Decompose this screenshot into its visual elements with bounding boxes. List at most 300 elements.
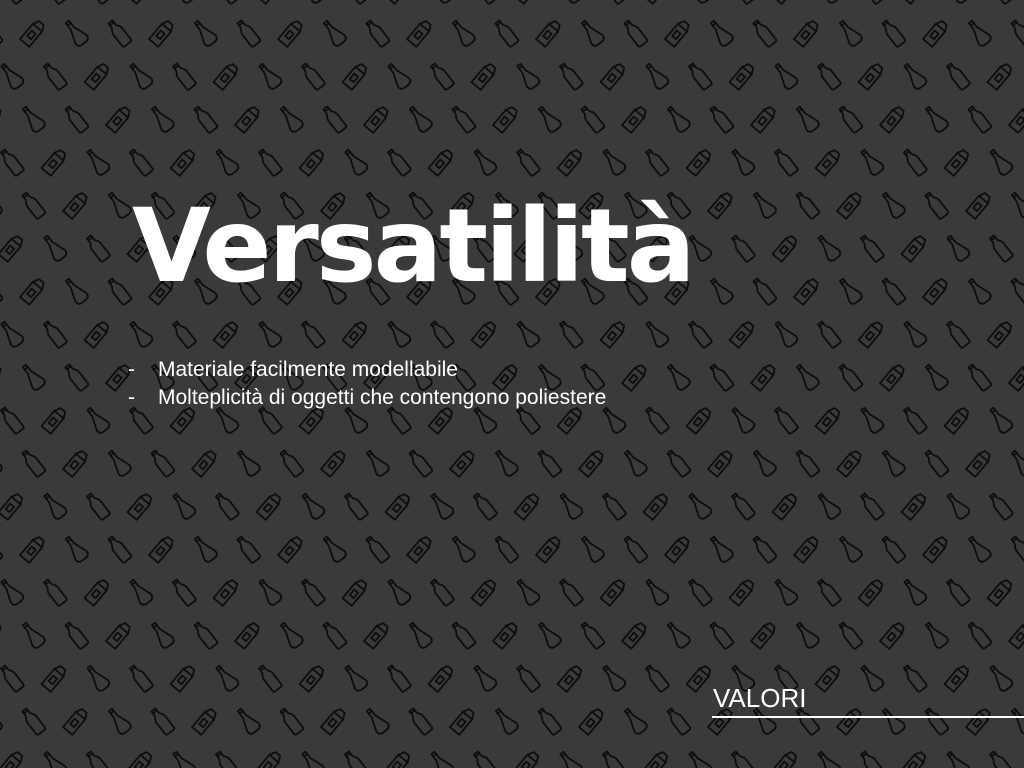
flask-icon (363, 448, 391, 478)
carton-icon (579, 707, 605, 735)
flask-icon (1008, 190, 1024, 220)
carton-icon (988, 578, 1014, 606)
flask-icon (814, 233, 842, 263)
bottle-icon (493, 19, 519, 48)
flask-icon (986, 405, 1014, 435)
bottle-icon (837, 363, 863, 392)
flask-icon (685, 749, 713, 768)
flask-icon (900, 61, 928, 91)
carton-icon (558, 664, 584, 692)
carton-icon (386, 750, 412, 768)
carton-icon (1009, 363, 1024, 391)
flask-icon (40, 233, 68, 263)
bottle-icon (816, 578, 842, 607)
flask-icon (62, 534, 90, 564)
bottle-icon (880, 19, 906, 48)
carton-icon (923, 19, 949, 47)
carton-icon (63, 707, 89, 735)
bottle-icon (429, 320, 455, 349)
bottle-icon (235, 535, 261, 564)
carton-icon (687, 148, 713, 176)
bottle-icon (966, 621, 992, 650)
bottle-icon (515, 148, 541, 177)
bottle-icon (644, 148, 670, 177)
bullet-item (128, 356, 606, 384)
flask-icon (814, 491, 842, 521)
bottle-icon (343, 492, 369, 521)
bottle-icon (128, 664, 154, 693)
bottle-icon (945, 62, 971, 91)
bottle-icon (966, 363, 992, 392)
flask-icon (771, 61, 799, 91)
bottle-icon (450, 105, 476, 134)
carton-icon (407, 19, 433, 47)
flask-icon (234, 706, 262, 736)
carton-icon (63, 449, 89, 477)
flask-icon (556, 749, 584, 768)
flask-icon (341, 663, 369, 693)
flask-icon (599, 663, 627, 693)
bottle-icon (644, 664, 670, 693)
carton-icon (902, 234, 928, 262)
bottle-icon (687, 320, 713, 349)
carton-icon (708, 449, 734, 477)
flask-icon (793, 362, 821, 392)
bottle-icon (429, 578, 455, 607)
flask-icon (0, 577, 25, 607)
flask-icon (255, 319, 283, 349)
flask-icon (750, 448, 778, 478)
carton-icon (1009, 105, 1024, 133)
carton-icon (493, 105, 519, 133)
bottle-icon (665, 449, 691, 478)
bottle-icon (708, 363, 734, 392)
carton-icon (902, 492, 928, 520)
bottle-icon (235, 19, 261, 48)
carton-icon (321, 449, 347, 477)
carton-icon (20, 277, 46, 305)
section-underline (712, 716, 1024, 718)
bottle-icon (966, 105, 992, 134)
carton-icon (837, 449, 863, 477)
flask-icon (40, 491, 68, 521)
carton-icon (0, 363, 3, 391)
carton-icon (429, 664, 455, 692)
carton-icon (751, 105, 777, 133)
flask-icon (126, 61, 154, 91)
bottle-icon (214, 0, 240, 4)
bottle-icon (665, 707, 691, 736)
flask-icon (148, 620, 176, 650)
flask-icon (965, 18, 993, 48)
carton-icon (128, 0, 154, 4)
flask-icon (556, 491, 584, 521)
bottle-icon (708, 621, 734, 650)
bottle-icon (20, 191, 46, 220)
flask-icon (922, 620, 950, 650)
carton-icon (859, 578, 885, 606)
flask-icon (384, 319, 412, 349)
carton-icon (343, 320, 369, 348)
carton-icon (192, 707, 218, 735)
flask-icon (685, 0, 713, 5)
carton-icon (622, 363, 648, 391)
carton-icon (730, 320, 756, 348)
carton-icon (665, 535, 691, 563)
carton-icon (0, 234, 24, 262)
flask-icon (750, 190, 778, 220)
carton-icon (622, 105, 648, 133)
bottle-icon (794, 449, 820, 478)
bottle-icon (257, 664, 283, 693)
bottle-icon (945, 578, 971, 607)
carton-icon (386, 0, 412, 4)
bottle-icon (472, 492, 498, 521)
bottle-icon (364, 19, 390, 48)
carton-icon (42, 406, 68, 434)
carton-icon (128, 750, 154, 768)
flask-icon (148, 104, 176, 134)
bottle-icon (1009, 277, 1024, 306)
carton-icon (20, 535, 46, 563)
carton-icon (450, 707, 476, 735)
flask-icon (578, 18, 606, 48)
bottle-icon (0, 19, 3, 48)
carton-icon (0, 621, 3, 649)
carton-icon (235, 621, 261, 649)
bottle-icon (0, 277, 3, 306)
flask-icon (642, 577, 670, 607)
bottle-icon (106, 535, 132, 564)
bottle-icon (902, 148, 928, 177)
carton-icon (794, 535, 820, 563)
bottle-icon (63, 105, 89, 134)
carton-icon (278, 535, 304, 563)
bullet-item (128, 384, 606, 412)
carton-icon (85, 320, 111, 348)
flask-icon (277, 620, 305, 650)
carton-icon (773, 492, 799, 520)
bottle-icon (622, 535, 648, 564)
carton-icon (257, 750, 283, 768)
carton-icon (708, 191, 734, 219)
bottle-icon (880, 277, 906, 306)
bottle-icon (343, 0, 369, 4)
flask-icon (320, 18, 348, 48)
flask-icon (535, 620, 563, 650)
flask-icon (19, 104, 47, 134)
bottle-icon (988, 492, 1014, 521)
bottle-icon (536, 449, 562, 478)
bottle-icon (579, 621, 605, 650)
bottle-icon (321, 105, 347, 134)
bottle-icon (214, 492, 240, 521)
bottle-icon (945, 320, 971, 349)
flask-icon (492, 448, 520, 478)
flask-icon (879, 190, 907, 220)
flask-icon (83, 147, 111, 177)
carton-icon (343, 578, 369, 606)
carton-icon (42, 664, 68, 692)
carton-icon (536, 535, 562, 563)
bottle-icon (730, 0, 756, 4)
bottle-icon (0, 0, 24, 4)
bottle-icon (988, 234, 1014, 263)
carton-icon (687, 406, 713, 434)
flask-icon (857, 663, 885, 693)
flask-icon (298, 749, 326, 768)
carton-icon (106, 621, 132, 649)
bottle-icon (622, 19, 648, 48)
flask-icon (922, 362, 950, 392)
flask-icon (621, 706, 649, 736)
flask-icon (126, 319, 154, 349)
bottle-icon (63, 621, 89, 650)
flask-icon (707, 18, 735, 48)
carton-icon (364, 621, 390, 649)
flask-icon (384, 577, 412, 607)
flask-icon (707, 534, 735, 564)
carton-icon (0, 105, 3, 133)
carton-icon (300, 664, 326, 692)
carton-icon (730, 62, 756, 90)
bottle-icon (171, 320, 197, 349)
bottle-icon (106, 277, 132, 306)
carton-icon (472, 578, 498, 606)
carton-icon (601, 578, 627, 606)
flask-icon (879, 448, 907, 478)
carton-icon (988, 62, 1014, 90)
flask-icon (578, 534, 606, 564)
bottle-icon (0, 148, 24, 177)
bottle-icon (85, 750, 111, 768)
bottle-icon (300, 578, 326, 607)
flask-icon (900, 319, 928, 349)
carton-icon (515, 0, 541, 4)
carton-icon (257, 0, 283, 4)
carton-icon (106, 105, 132, 133)
flask-icon (621, 448, 649, 478)
flask-icon (0, 448, 4, 478)
bottle-icon (0, 664, 24, 693)
carton-icon (665, 19, 691, 47)
bottle-icon (558, 320, 584, 349)
carton-icon (85, 578, 111, 606)
flask-icon (793, 620, 821, 650)
bottle-icon (321, 621, 347, 650)
flask-icon (707, 276, 735, 306)
carton-icon (257, 492, 283, 520)
carton-icon (923, 535, 949, 563)
bottle-icon (472, 750, 498, 768)
flask-icon (234, 448, 262, 478)
carton-icon (214, 320, 240, 348)
bottle-icon (751, 535, 777, 564)
flask-icon (728, 147, 756, 177)
bottle-icon (730, 234, 756, 263)
carton-icon (429, 148, 455, 176)
flask-icon (685, 491, 713, 521)
carton-icon (751, 363, 777, 391)
flask-icon (105, 448, 133, 478)
bullet-dash: - (128, 358, 135, 381)
flask-icon (814, 749, 842, 768)
carton-icon (837, 191, 863, 219)
flask-icon (298, 491, 326, 521)
flask-icon (83, 663, 111, 693)
flask-icon (449, 534, 477, 564)
bottle-icon (192, 105, 218, 134)
carton-icon (536, 19, 562, 47)
carton-icon (837, 707, 863, 735)
bottle-icon (730, 492, 756, 521)
flask-icon (642, 319, 670, 349)
carton-icon (966, 449, 992, 477)
carton-icon (85, 62, 111, 90)
bottle-icon (687, 62, 713, 91)
flask-icon (470, 147, 498, 177)
carton-icon (321, 707, 347, 735)
flask-icon (836, 276, 864, 306)
bottle-icon (171, 62, 197, 91)
flask-icon (642, 61, 670, 91)
flask-icon (19, 620, 47, 650)
carton-icon (730, 578, 756, 606)
carton-icon (515, 492, 541, 520)
flask-icon (406, 620, 434, 650)
carton-icon (816, 664, 842, 692)
bottle-icon (0, 406, 24, 435)
flask-icon (40, 749, 68, 768)
carton-icon (300, 148, 326, 176)
carton-icon (966, 191, 992, 219)
bullet-dash: - (128, 386, 135, 409)
flask-icon (986, 663, 1014, 693)
carton-icon (644, 492, 670, 520)
bottle-icon (171, 578, 197, 607)
carton-icon (880, 105, 906, 133)
carton-icon (644, 750, 670, 768)
bottle-icon (644, 406, 670, 435)
bottle-icon (859, 0, 885, 4)
bottle-icon (859, 750, 885, 768)
carton-icon (472, 62, 498, 90)
carton-icon (902, 750, 928, 768)
bottle-icon (794, 191, 820, 220)
flask-icon (836, 534, 864, 564)
bottle-icon (343, 750, 369, 768)
bottle-icon (558, 62, 584, 91)
flask-icon (277, 104, 305, 134)
flask-icon (212, 663, 240, 693)
flask-icon (771, 577, 799, 607)
carton-icon (450, 449, 476, 477)
carton-icon (988, 320, 1014, 348)
carton-icon (601, 62, 627, 90)
bottle-icon (214, 750, 240, 768)
bottle-icon (42, 62, 68, 91)
flask-icon (965, 276, 993, 306)
carton-icon (773, 234, 799, 262)
flask-icon (857, 405, 885, 435)
flask-icon (212, 147, 240, 177)
bottle-icon (493, 535, 519, 564)
bottle-icon (536, 707, 562, 736)
carton-icon (902, 0, 928, 4)
bottle-icon (85, 0, 111, 4)
flask-icon (556, 0, 584, 5)
bottle-icon (20, 449, 46, 478)
bottle-icon (63, 363, 89, 392)
bottle-icon (687, 578, 713, 607)
bottle-icon (42, 0, 68, 4)
carton-icon (859, 320, 885, 348)
carton-icon (945, 148, 971, 176)
carton-icon (407, 535, 433, 563)
flask-icon (363, 706, 391, 736)
carton-icon (945, 406, 971, 434)
carton-icon (171, 148, 197, 176)
flask-icon (105, 706, 133, 736)
flask-icon (965, 534, 993, 564)
bullet-text: Materiale facilmente modellabile (158, 358, 458, 381)
carton-icon (364, 105, 390, 133)
flask-icon (771, 319, 799, 349)
bottle-icon (773, 406, 799, 435)
bottle-icon (407, 707, 433, 736)
flask-icon (449, 18, 477, 48)
carton-icon (1009, 621, 1024, 649)
flask-icon (1008, 448, 1024, 478)
carton-icon (751, 621, 777, 649)
flask-icon (0, 61, 25, 91)
carton-icon (859, 62, 885, 90)
flask-icon (298, 0, 326, 5)
carton-icon (816, 406, 842, 434)
flask-icon (169, 0, 197, 5)
flask-icon (169, 749, 197, 768)
section-label: VALORI (713, 683, 807, 713)
carton-icon (0, 492, 24, 520)
flask-icon (900, 577, 928, 607)
flask-icon (513, 319, 541, 349)
bottle-icon (923, 449, 949, 478)
bottle-icon (708, 105, 734, 134)
carton-icon (20, 19, 46, 47)
carton-icon (343, 62, 369, 90)
bottle-icon (407, 449, 433, 478)
flask-icon (470, 663, 498, 693)
flask-icon (943, 233, 971, 263)
bottle-icon (601, 750, 627, 768)
flask-icon (62, 18, 90, 48)
flask-icon (19, 362, 47, 392)
carton-icon (687, 664, 713, 692)
bottle-icon (192, 621, 218, 650)
flask-icon (664, 362, 692, 392)
flask-icon (492, 706, 520, 736)
carton-icon (472, 320, 498, 348)
flask-icon (879, 706, 907, 736)
flask-icon (62, 276, 90, 306)
carton-icon (235, 105, 261, 133)
flask-icon (943, 749, 971, 768)
flask-icon (943, 0, 971, 5)
carton-icon (128, 492, 154, 520)
bottle-icon (85, 234, 111, 263)
bottle-icon (300, 62, 326, 91)
bottle-icon (988, 750, 1014, 768)
